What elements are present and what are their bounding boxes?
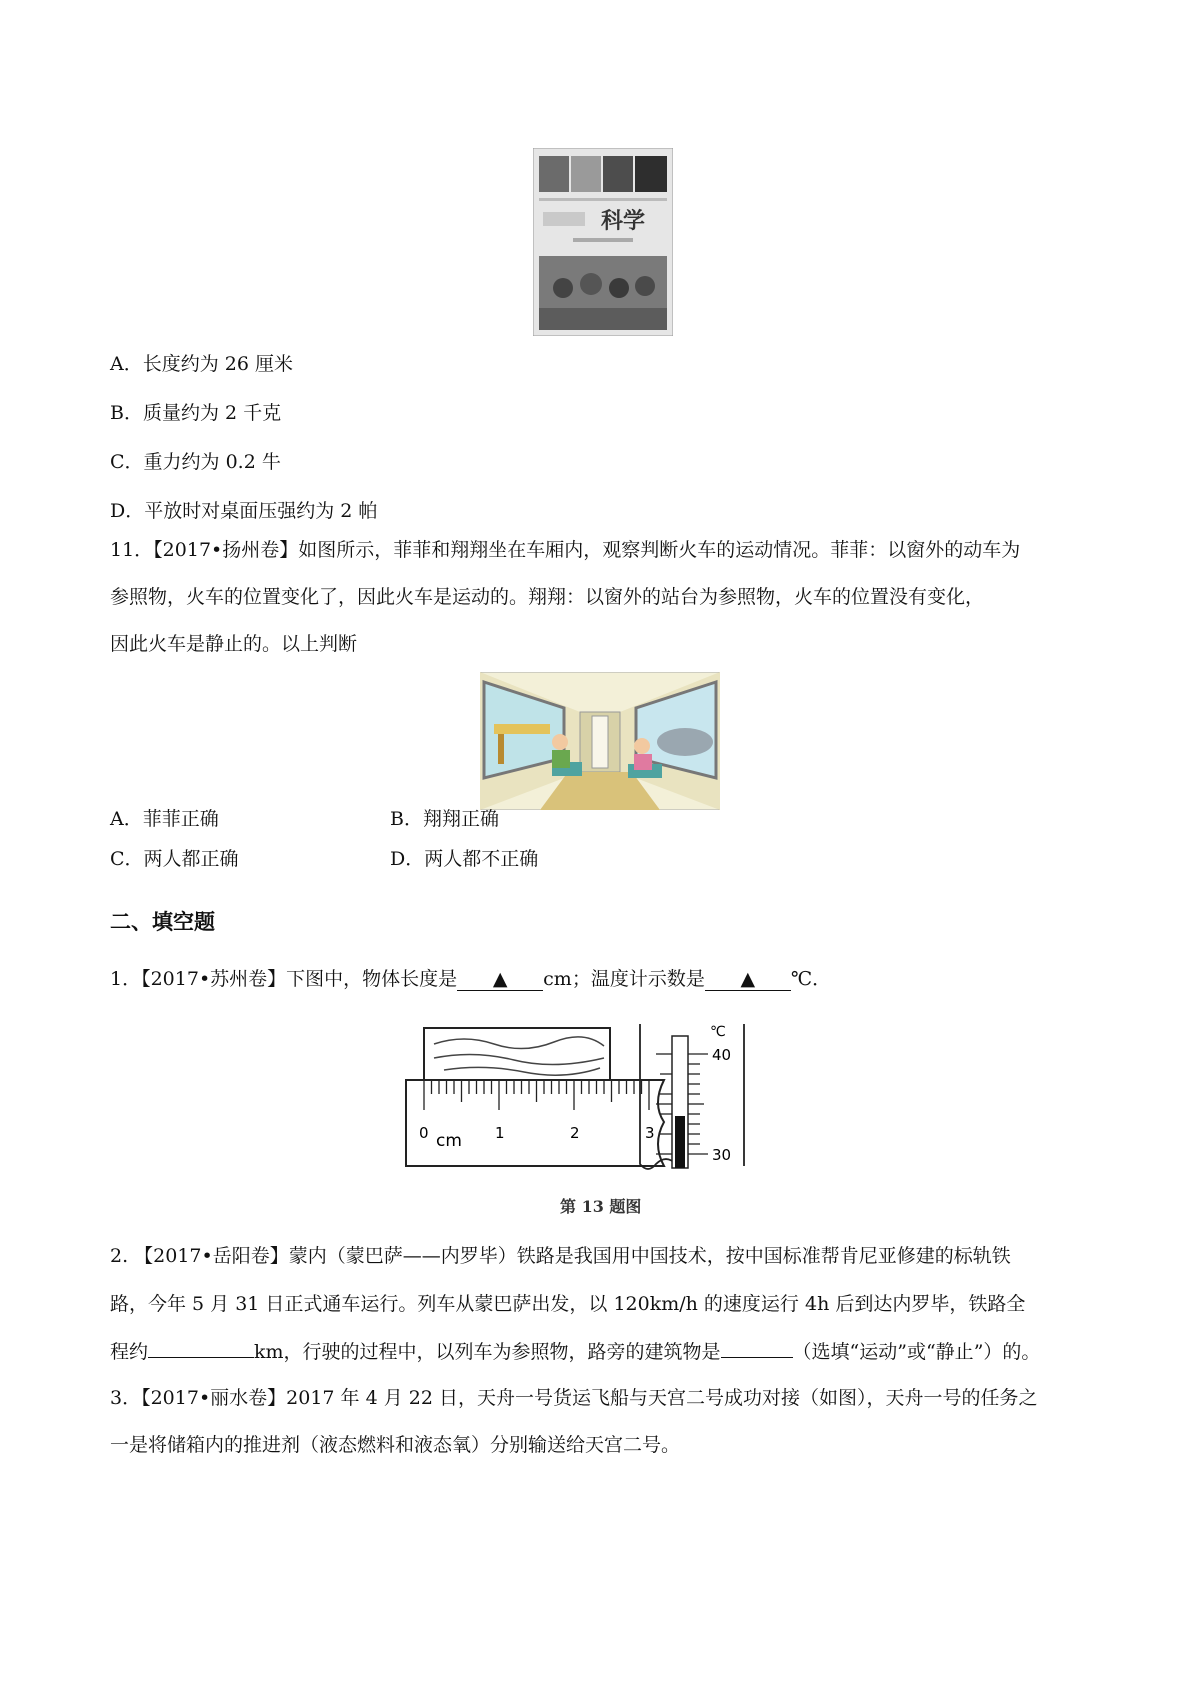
ruler-label-0: 0 (419, 1124, 429, 1142)
ruler-label-3: 3 (645, 1124, 655, 1142)
q10-option-d: D．平放时对桌面压强约为 2 帕 (110, 500, 378, 522)
thermometer-label-30: 30 (712, 1146, 732, 1164)
fill-q1-suffix: ℃． (790, 968, 832, 990)
q11-option-c: C．两人都正确 (110, 848, 239, 870)
q11-text-line3: 因此火车是静止的。以上判断 (110, 633, 358, 655)
fill-q1-mid: cm；温度计示数是 (543, 968, 705, 990)
q11-option-b: B．翔翔正确 (390, 808, 499, 830)
section-title: 二、填空题 (110, 910, 215, 934)
fill-q2-blank-motion (721, 1357, 793, 1358)
ruler-label-unit: cm (436, 1131, 462, 1151)
ruler-label-1: 1 (495, 1124, 505, 1142)
book-cover-title: 科学 (600, 209, 646, 234)
fill-q2-line3 (110, 1339, 1040, 1365)
fill-q3-line1: 3．【2017•丽水卷】2017 年 4 月 22 日，天舟一号货运飞船与天宫二号成功对接（如图），天舟一号的任务之 (110, 1387, 1038, 1409)
fill-q2-line3-c: （选填“运动”或“静止”）的。 (792, 1341, 1041, 1363)
fill-q1-blank-temp: ▲ (705, 968, 791, 991)
fill-q1-text (110, 966, 831, 992)
thermometer-liquid (675, 1116, 685, 1168)
q11-option-a: A．菲菲正确 (110, 808, 219, 830)
q10-option-a: A．长度约为 26 厘米 (110, 353, 293, 375)
q11-text-line2: 参照物，火车的位置变化了，因此火车是运动的。翔翔：以窗外的站台为参照物，火车的位置没有变化， (110, 586, 985, 608)
fill-q2-line3-a: 程约 (110, 1341, 149, 1363)
thermometer-label-40: 40 (712, 1046, 732, 1064)
figure-caption: 第 13 题图 (560, 1197, 642, 1216)
q10-option-c: C．重力约为 0.2 牛 (110, 451, 281, 473)
fill-q3-line2: 一是将储箱内的推进剂（液态燃料和液态氧）分别输送给天宫二号。 (110, 1434, 681, 1456)
q10-option-b: B．质量约为 2 千克 (110, 402, 282, 424)
q11-text-line1: 11．【2017•扬州卷】如图所示，菲菲和翔翔坐在车厢内，观察判断火车的运动情况。菲菲：以窗外的动车为 (110, 539, 1021, 561)
fill-q2-line3-b: km，行驶的过程中，以列车为参照物，路旁的建筑物是 (254, 1341, 721, 1363)
train-carriage-figure (480, 672, 720, 810)
fill-q2-line1: 2. 【2017•岳阳卷】蒙内（蒙巴萨——内罗毕）铁路是我国用中国技术，按中国标准帮肯尼亚修建的标轨铁 (110, 1245, 1011, 1267)
fill-q2-line2: 路，今年 5 月 31 日正式通车运行。列车从蒙巴萨出发，以 120km/h 的速度运行 4h 后到达内罗毕，铁路全 (110, 1293, 1026, 1315)
science-book-figure (533, 148, 673, 336)
ruler-label-2: 2 (570, 1124, 580, 1142)
fill-q1-prefix: 1．【2017•苏州卷】下图中，物体长度是 (110, 968, 458, 990)
fill-q1-blank-length: ▲ (457, 968, 543, 991)
ruler-thermometer-figure (404, 1014, 814, 1174)
thermometer-unit: ℃ (710, 1024, 726, 1040)
fill-q2-blank-distance (148, 1357, 254, 1358)
q11-option-d: D．两人都不正确 (390, 848, 539, 870)
